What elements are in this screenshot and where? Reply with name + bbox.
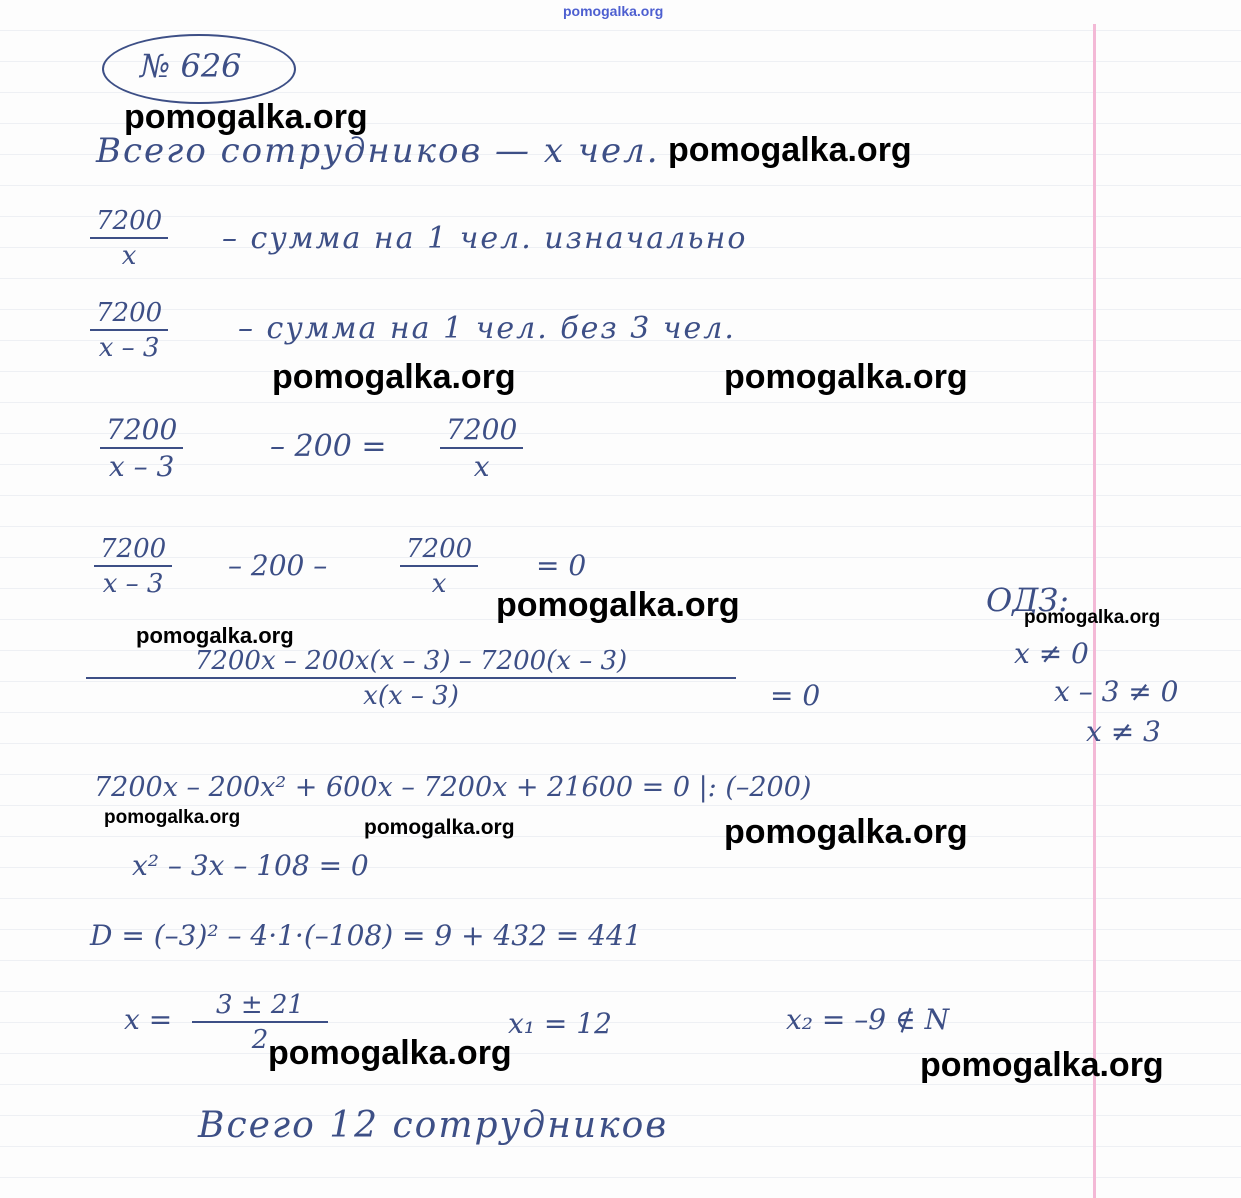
line-total-employees: Всего сотрудников — x чел. [96, 131, 660, 171]
watermark-top: pomogalka.org [563, 3, 664, 19]
watermark: pomogalka.org [1024, 607, 1161, 628]
eq5-quadratic: x² – 3x – 108 = 0 [132, 849, 369, 882]
fraction-numerator: 7200 [96, 298, 163, 328]
text-initial-sum: – сумма на 1 чел. изначально [222, 221, 748, 256]
watermark: pomogalka.org [364, 816, 515, 839]
eq7-prefix: x = [124, 1003, 173, 1036]
odz-line-2: x – 3 ≠ 0 [1054, 675, 1179, 708]
eq2-middle: – 200 – [228, 549, 328, 582]
fraction-denominator: x [90, 237, 168, 269]
eq6-discriminant: D = (–3)² – 4·1·(–108) = 9 + 432 = 441 [90, 919, 642, 952]
fraction-numerator: 7200 [446, 413, 518, 446]
fraction-denominator: x [400, 565, 478, 597]
watermark: pomogalka.org [724, 813, 968, 851]
eq2-tail: = 0 [536, 549, 587, 582]
fraction-numerator: 3 ± 21 [216, 990, 304, 1020]
odz-line-1: x ≠ 0 [1014, 637, 1089, 670]
fraction-numerator: 7200 [106, 413, 178, 446]
watermark: pomogalka.org [124, 98, 368, 136]
eq4-expanded: 7200x – 200x² + 600x – 7200x + 21600 = 0 |: (–200) [94, 772, 812, 803]
fraction-without-three [90, 300, 168, 361]
watermark: pomogalka.org [136, 623, 294, 648]
watermark: pomogalka.org [920, 1046, 1164, 1084]
fraction-numerator: 7200 [406, 534, 473, 564]
fraction-denominator: 2 [192, 1021, 328, 1053]
fraction-numerator: 7200 [96, 206, 163, 236]
eq1-left-fraction [100, 413, 183, 483]
watermark: pomogalka.org [668, 131, 912, 169]
eq1-middle: – 200 = [270, 429, 387, 464]
odz-line-3: x ≠ 3 [1086, 715, 1161, 748]
watermark: pomogalka.org [104, 807, 241, 828]
fraction-initial [90, 208, 168, 269]
eq1-right-fraction [440, 413, 523, 483]
root-x1: x₁ = 12 [508, 1007, 612, 1040]
fraction-denominator: x – 3 [90, 329, 168, 361]
watermark: pomogalka.org [268, 1034, 512, 1072]
eq2-left-fraction [94, 536, 172, 597]
eq3-tail: = 0 [770, 679, 821, 712]
watermark: pomogalka.org [272, 358, 516, 396]
text-sum-without-three: – сумма на 1 чел. без 3 чел. [238, 311, 736, 346]
eq2-right-fraction [400, 536, 478, 597]
answer: Всего 12 сотрудников [198, 1105, 669, 1146]
fraction-numerator: 7200x – 200x(x – 3) – 7200(x – 3) [194, 646, 628, 676]
fraction-denominator: x [440, 447, 523, 481]
watermark: pomogalka.org [496, 586, 740, 624]
watermark: pomogalka.org [724, 358, 968, 396]
fraction-denominator: x – 3 [94, 565, 172, 597]
eq3-fraction [86, 648, 736, 709]
root-x2: x₂ = –9 ∉ N [786, 1003, 950, 1036]
problem-number: № 626 [140, 47, 242, 85]
fraction-denominator: x(x – 3) [86, 677, 736, 709]
fraction-denominator: x – 3 [100, 447, 183, 481]
fraction-numerator: 7200 [100, 534, 167, 564]
odz-title: ОДЗ: [986, 581, 1069, 619]
